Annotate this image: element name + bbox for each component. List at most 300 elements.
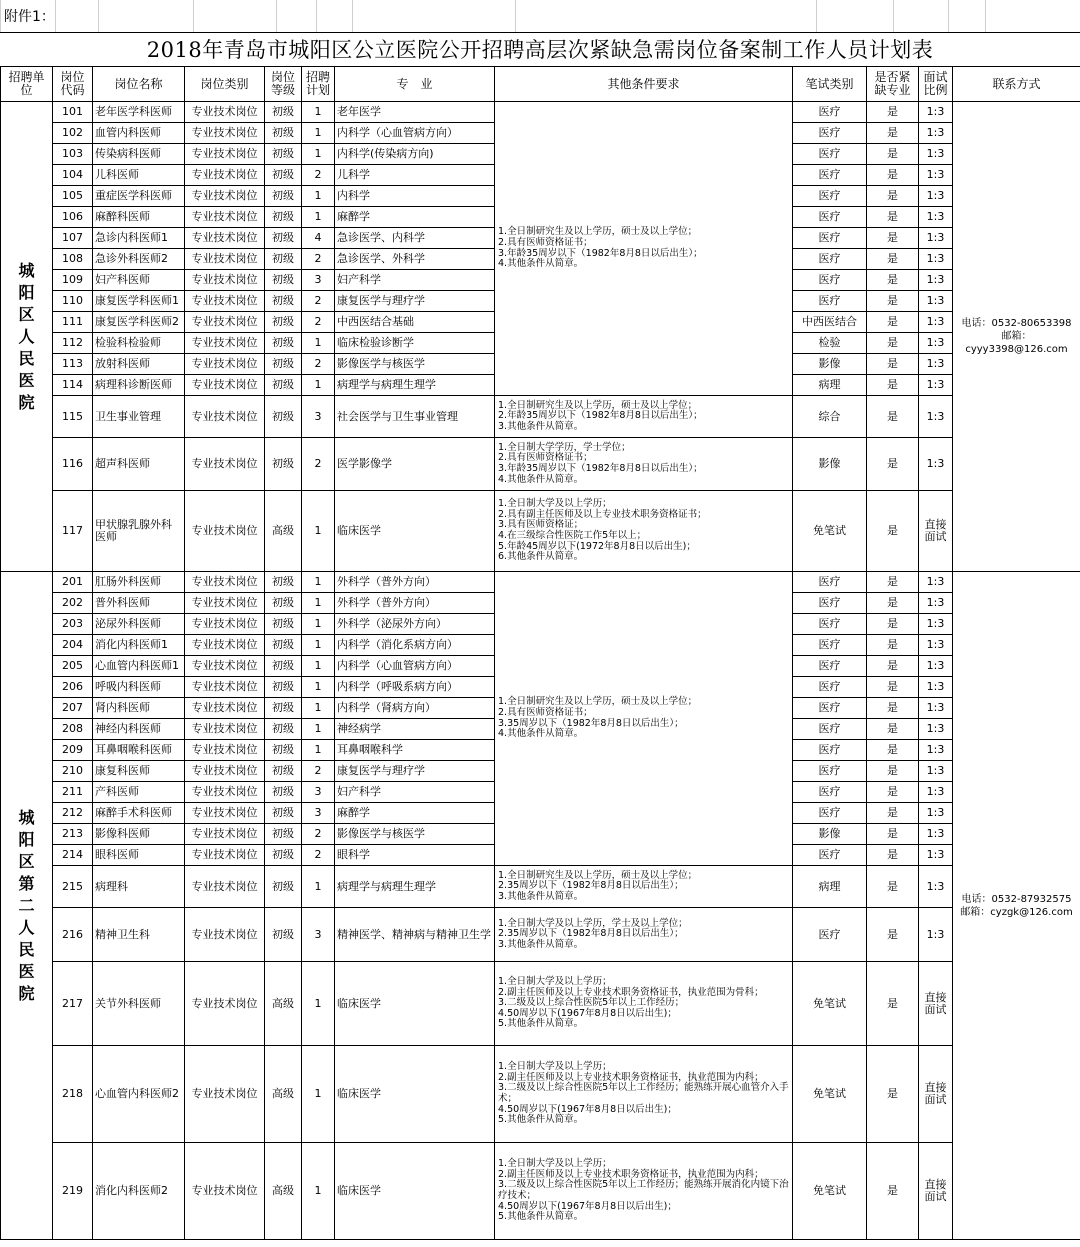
shortage-cell: 是 <box>867 845 919 866</box>
code-cell: 216 <box>53 908 93 962</box>
ratio-cell: 1:3 <box>919 165 953 186</box>
category-cell: 专业技术岗位 <box>185 677 265 698</box>
plan-cell: 1 <box>302 123 335 144</box>
condition-line: 1.全日制研究生及以上学历，硕士及以上学位； <box>498 399 698 411</box>
level-cell: 初级 <box>265 249 302 270</box>
position-name-cell: 产科医师 <box>93 782 185 803</box>
plan-cell: 1 <box>302 186 335 207</box>
exam-type-cell: 医疗 <box>793 908 867 962</box>
code-cell: 215 <box>53 866 93 908</box>
plan-cell: 1 <box>302 102 335 123</box>
level-cell: 高级 <box>265 1143 302 1240</box>
ratio-cell: 1:3 <box>919 572 953 593</box>
shortage-cell: 是 <box>867 761 919 782</box>
code-cell: 114 <box>53 375 93 396</box>
plan-cell: 3 <box>302 782 335 803</box>
level-cell: 初级 <box>265 333 302 354</box>
level-cell: 初级 <box>265 396 302 438</box>
major-cell: 康复医学与理疗学 <box>335 291 495 312</box>
major-cell: 医学影像学 <box>335 438 495 491</box>
plan-cell: 1 <box>302 635 335 656</box>
plan-cell: 1 <box>302 656 335 677</box>
ratio-cell: 直接面试 <box>919 962 953 1046</box>
exam-type-cell: 医疗 <box>793 740 867 761</box>
code-cell: 113 <box>53 354 93 375</box>
condition-line: 4.其他条件从简章。 <box>498 728 584 740</box>
condition-line: 1.全日制大学及以上学历； <box>498 1158 612 1170</box>
unit-character: 阳 <box>18 282 35 302</box>
code-cell: 208 <box>53 719 93 740</box>
level-cell: 初级 <box>265 375 302 396</box>
condition-line: 3.具有医师资格证； <box>498 519 584 531</box>
unit-character: 医 <box>18 961 35 981</box>
position-name-cell: 急诊内科医师1 <box>93 228 185 249</box>
category-cell: 专业技术岗位 <box>185 186 265 207</box>
condition-line: 2.副主任医师及以上专业技术职务资格证书，执业范围为内科； <box>498 1071 764 1083</box>
position-name-cell: 病理科 <box>93 866 185 908</box>
exam-type-cell: 医疗 <box>793 656 867 677</box>
ratio-cell: 1:3 <box>919 656 953 677</box>
ratio-cell: 1:3 <box>919 866 953 908</box>
condition-line: 3.35周岁以下（1982年8月8日以后出生）； <box>498 717 684 729</box>
plan-cell: 3 <box>302 396 335 438</box>
plan-cell: 1 <box>302 677 335 698</box>
exam-type-cell: 医疗 <box>793 635 867 656</box>
shortage-cell: 是 <box>867 866 919 908</box>
position-name-cell: 精神卫生科 <box>93 908 185 962</box>
unit-character: 二 <box>18 895 35 915</box>
condition-line: 3.年龄35周岁以下（1982年8月8日以后出生）； <box>498 247 703 259</box>
major-cell: 精神医学、精神病与精神卫生学 <box>335 908 495 962</box>
table-row <box>1 1046 1080 1143</box>
level-cell: 初级 <box>265 354 302 375</box>
table-row <box>1 491 1080 572</box>
position-name-cell: 麻醉手术科医师 <box>93 803 185 824</box>
contact-email: 邮箱：cyzgk@126.com <box>960 906 1073 918</box>
condition-line: 5.其他条件从简章。 <box>498 1211 584 1223</box>
shortage-cell: 是 <box>867 228 919 249</box>
ratio-cell: 1:3 <box>919 614 953 635</box>
shortage-cell: 是 <box>867 803 919 824</box>
exam-type-cell: 医疗 <box>793 207 867 228</box>
condition-line: 2.副主任医师及以上专业技术职务资格证书，执业范围为骨科； <box>498 986 764 998</box>
ratio-cell: 1:3 <box>919 824 953 845</box>
category-cell: 专业技术岗位 <box>185 438 265 491</box>
exam-type-cell: 医疗 <box>793 228 867 249</box>
condition-line: 3.其他条件从简章。 <box>498 938 584 950</box>
shortage-cell: 是 <box>867 249 919 270</box>
exam-type-cell: 医疗 <box>793 249 867 270</box>
plan-cell: 4 <box>302 228 335 249</box>
unit-character: 人 <box>18 917 35 937</box>
code-cell: 111 <box>53 312 93 333</box>
exam-type-cell: 影像 <box>793 354 867 375</box>
major-cell: 内科学(传染病方向) <box>335 144 495 165</box>
position-name-cell: 神经内科医师 <box>93 719 185 740</box>
ratio-cell: 1:3 <box>919 635 953 656</box>
ratio-cell: 1:3 <box>919 698 953 719</box>
position-name-cell: 眼科医师 <box>93 845 185 866</box>
ratio-cell: 1:3 <box>919 186 953 207</box>
attachment-label: 附件1： <box>4 9 55 25</box>
category-cell: 专业技术岗位 <box>185 698 265 719</box>
header-major: 专 业 <box>335 67 495 102</box>
exam-type-cell: 免笔试 <box>793 1143 867 1240</box>
exam-type-cell: 医疗 <box>793 144 867 165</box>
level-cell: 初级 <box>265 740 302 761</box>
ratio-cell: 1:3 <box>919 291 953 312</box>
major-cell: 临床医学 <box>335 962 495 1046</box>
category-cell: 专业技术岗位 <box>185 803 265 824</box>
major-cell: 急诊医学、外科学 <box>335 249 495 270</box>
condition-line: 3.二级及以上综合性医院5年以上工作经历；能熟练开展消化内镜下治疗技术； <box>498 1179 789 1201</box>
ratio-cell: 直接面试 <box>919 1046 953 1143</box>
table-row <box>1 866 1080 908</box>
ratio-cell: 1:3 <box>919 593 953 614</box>
unit-character: 阳 <box>18 829 35 849</box>
conditions-cell <box>495 102 793 396</box>
category-cell: 专业技术岗位 <box>185 491 265 572</box>
plan-cell: 2 <box>302 761 335 782</box>
shortage-cell: 是 <box>867 824 919 845</box>
plan-cell: 2 <box>302 291 335 312</box>
contact-phone: 电话：0532-80653398 <box>961 318 1072 329</box>
major-cell: 影像医学与核医学 <box>335 824 495 845</box>
category-cell: 专业技术岗位 <box>185 375 265 396</box>
major-cell: 病理学与病理生理学 <box>335 866 495 908</box>
category-cell: 专业技术岗位 <box>185 719 265 740</box>
level-cell: 初级 <box>265 698 302 719</box>
level-cell: 初级 <box>265 908 302 962</box>
plan-cell: 1 <box>302 698 335 719</box>
major-cell: 中西医结合基础 <box>335 312 495 333</box>
ratio-cell: 1:3 <box>919 354 953 375</box>
plan-cell: 3 <box>302 803 335 824</box>
position-name-cell: 康复医学科医师1 <box>93 291 185 312</box>
major-cell: 外科学（普外方向） <box>335 593 495 614</box>
position-name-cell: 老年医学科医师 <box>93 102 185 123</box>
plan-cell: 1 <box>302 1046 335 1143</box>
ratio-cell: 1:3 <box>919 438 953 491</box>
category-cell: 专业技术岗位 <box>185 291 265 312</box>
condition-line: 5.其他条件从简章。 <box>498 1114 584 1126</box>
unit-character: 区 <box>18 851 35 871</box>
position-name-cell: 心血管内科医师2 <box>93 1046 185 1143</box>
code-cell: 116 <box>53 438 93 491</box>
shortage-cell: 是 <box>867 698 919 719</box>
shortage-cell: 是 <box>867 656 919 677</box>
shortage-cell: 是 <box>867 1143 919 1240</box>
category-cell: 专业技术岗位 <box>185 102 265 123</box>
category-cell: 专业技术岗位 <box>185 740 265 761</box>
level-cell: 初级 <box>265 228 302 249</box>
code-cell: 117 <box>53 491 93 572</box>
shortage-cell: 是 <box>867 333 919 354</box>
plan-cell: 2 <box>302 312 335 333</box>
unit-character: 城 <box>18 260 35 280</box>
position-name-cell: 病理科诊断医师 <box>93 375 185 396</box>
category-cell: 专业技术岗位 <box>185 228 265 249</box>
level-cell: 初级 <box>265 270 302 291</box>
page-title: 2018年青岛市城阳区公立医院公开招聘高层次紧缺急需岗位备案制工作人员计划表 <box>0 32 1080 67</box>
category-cell: 专业技术岗位 <box>185 962 265 1046</box>
condition-line: 4.其他条件从简章。 <box>498 473 584 485</box>
condition-line: 3.二级及以上综合性医院5年以上工作经历；能熟练开展心血管介入手术； <box>498 1082 789 1104</box>
condition-line: 1.全日制大学及以上学历； <box>498 498 612 510</box>
ratio-cell: 1:3 <box>919 144 953 165</box>
unit-character: 医 <box>18 370 35 390</box>
major-cell: 耳鼻咽喉科学 <box>335 740 495 761</box>
level-cell: 初级 <box>265 207 302 228</box>
level-cell: 初级 <box>265 635 302 656</box>
condition-line: 4.50周岁以下(1967年8月8日以后出生)； <box>498 1103 677 1115</box>
exam-type-cell: 医疗 <box>793 572 867 593</box>
header-exam: 笔试类别 <box>793 67 867 102</box>
conditions-cell <box>495 908 793 962</box>
code-cell: 101 <box>53 102 93 123</box>
condition-line: 5.年龄45周岁以下(1972年8月8日以后出生)； <box>498 540 696 552</box>
contact-cell <box>953 572 1080 1240</box>
major-cell: 外科学（普外方向） <box>335 572 495 593</box>
ratio-cell: 1:3 <box>919 312 953 333</box>
major-cell: 内科学（消化系病方向） <box>335 635 495 656</box>
category-cell: 专业技术岗位 <box>185 635 265 656</box>
level-cell: 高级 <box>265 1046 302 1143</box>
code-cell: 204 <box>53 635 93 656</box>
category-cell: 专业技术岗位 <box>185 123 265 144</box>
condition-line: 4.其他条件从简章。 <box>498 258 584 270</box>
condition-line: 2.具有副主任医师及以上专业技术职务资格证书； <box>498 508 707 520</box>
major-cell: 临床医学 <box>335 491 495 572</box>
code-cell: 213 <box>53 824 93 845</box>
shortage-cell: 是 <box>867 165 919 186</box>
shortage-cell: 是 <box>867 593 919 614</box>
exam-type-cell: 医疗 <box>793 102 867 123</box>
condition-line: 3.其他条件从简章。 <box>498 890 584 902</box>
level-cell: 初级 <box>265 144 302 165</box>
major-cell: 麻醉学 <box>335 207 495 228</box>
code-cell: 205 <box>53 656 93 677</box>
position-name-cell: 妇产科医师 <box>93 270 185 291</box>
position-name-cell: 肛肠外科医师 <box>93 572 185 593</box>
header-contact: 联系方式 <box>953 67 1080 102</box>
category-cell: 专业技术岗位 <box>185 908 265 962</box>
header-name: 岗位名称 <box>93 67 185 102</box>
position-name-cell: 康复医学科医师2 <box>93 312 185 333</box>
position-name-cell: 关节外科医师 <box>93 962 185 1046</box>
condition-line: 2.具有医师资格证书； <box>498 706 593 718</box>
major-cell: 眼科学 <box>335 845 495 866</box>
major-cell: 临床检验诊断学 <box>335 333 495 354</box>
position-name-cell: 康复科医师 <box>93 761 185 782</box>
plan-cell: 1 <box>302 1143 335 1240</box>
unit-character: 区 <box>18 304 35 324</box>
code-cell: 207 <box>53 698 93 719</box>
header-conditions: 其他条件要求 <box>495 67 793 102</box>
position-name-cell: 消化内科医师2 <box>93 1143 185 1240</box>
header-category: 岗位类别 <box>185 67 265 102</box>
exam-type-cell: 医疗 <box>793 593 867 614</box>
level-cell: 初级 <box>265 123 302 144</box>
level-cell: 初级 <box>265 572 302 593</box>
code-cell: 105 <box>53 186 93 207</box>
condition-line: 1.全日制大学及以上学历； <box>498 976 612 988</box>
shortage-cell: 是 <box>867 635 919 656</box>
level-cell: 初级 <box>265 677 302 698</box>
position-name-cell: 耳鼻咽喉科医师 <box>93 740 185 761</box>
exam-type-cell: 医疗 <box>793 123 867 144</box>
plan-cell: 1 <box>302 962 335 1046</box>
plan-cell: 1 <box>302 333 335 354</box>
exam-type-cell: 病理 <box>793 375 867 396</box>
position-name-cell: 普外科医师 <box>93 593 185 614</box>
code-cell: 219 <box>53 1143 93 1240</box>
level-cell: 初级 <box>265 656 302 677</box>
table-row <box>1 396 1080 438</box>
condition-line: 5.其他条件从简章。 <box>498 1018 584 1030</box>
exam-type-cell: 综合 <box>793 396 867 438</box>
major-cell: 康复医学与理疗学 <box>335 761 495 782</box>
condition-line: 2.具有医师资格证书； <box>498 452 593 464</box>
exam-type-cell: 医疗 <box>793 803 867 824</box>
major-cell: 临床医学 <box>335 1046 495 1143</box>
major-cell: 妇产科学 <box>335 782 495 803</box>
position-name-cell: 甲状腺乳腺外科医师 <box>93 491 185 572</box>
category-cell: 专业技术岗位 <box>185 572 265 593</box>
conditions-cell <box>495 572 793 866</box>
exam-type-cell: 医疗 <box>793 719 867 740</box>
condition-line: 4.50周岁以下(1967年8月8日以后出生)； <box>498 1007 677 1019</box>
conditions-cell <box>495 1143 793 1240</box>
condition-line: 1.全日制研究生及以上学历，硕士及以上学位； <box>498 696 698 708</box>
shortage-cell: 是 <box>867 962 919 1046</box>
conditions-cell <box>495 962 793 1046</box>
position-name-cell: 卫生事业管理 <box>93 396 185 438</box>
category-cell: 专业技术岗位 <box>185 396 265 438</box>
conditions-cell <box>495 438 793 491</box>
condition-line: 1.全日制研究生及以上学历，硕士及以上学位； <box>498 869 698 881</box>
shortage-cell: 是 <box>867 438 919 491</box>
exam-type-cell: 医疗 <box>793 845 867 866</box>
position-name-cell: 消化内科医师1 <box>93 635 185 656</box>
position-name-cell: 影像科医师 <box>93 824 185 845</box>
condition-line: 1.全日制大学及以上学历； <box>498 1061 612 1073</box>
code-cell: 206 <box>53 677 93 698</box>
position-name-cell: 血管内科医师 <box>93 123 185 144</box>
exam-type-cell: 中西医结合 <box>793 312 867 333</box>
ratio-cell: 1:3 <box>919 908 953 962</box>
plan-cell: 2 <box>302 354 335 375</box>
code-cell: 108 <box>53 249 93 270</box>
spreadsheet-top-row <box>0 0 1080 32</box>
shortage-cell: 是 <box>867 291 919 312</box>
position-name-cell: 重症医学科医师 <box>93 186 185 207</box>
plan-cell: 1 <box>302 207 335 228</box>
level-cell: 初级 <box>265 782 302 803</box>
exam-type-cell: 医疗 <box>793 291 867 312</box>
contact-email: 邮箱：cyyy3398@126.com <box>965 331 1068 355</box>
shortage-cell: 是 <box>867 123 919 144</box>
plan-cell: 1 <box>302 144 335 165</box>
code-cell: 201 <box>53 572 93 593</box>
category-cell: 专业技术岗位 <box>185 165 265 186</box>
level-cell: 初级 <box>265 761 302 782</box>
category-cell: 专业技术岗位 <box>185 207 265 228</box>
condition-line: 3.年龄35周岁以下（1982年8月8日以后出生）； <box>498 463 703 474</box>
ratio-cell: 1:3 <box>919 845 953 866</box>
table-header-row <box>1 67 1080 102</box>
condition-line: 1.全日制大学及以上学历，学士及以上学位； <box>498 917 688 929</box>
major-cell: 病理学与病理生理学 <box>335 375 495 396</box>
level-cell: 初级 <box>265 165 302 186</box>
code-cell: 203 <box>53 614 93 635</box>
code-cell: 103 <box>53 144 93 165</box>
conditions-cell <box>495 396 793 438</box>
condition-line: 6.其他条件从简章。 <box>498 551 584 563</box>
plan-cell: 1 <box>302 740 335 761</box>
ratio-cell: 1:3 <box>919 740 953 761</box>
table-row <box>1 438 1080 491</box>
major-cell: 内科学 <box>335 186 495 207</box>
category-cell: 专业技术岗位 <box>185 761 265 782</box>
contact-phone: 电话：0532-87932575 <box>961 893 1072 905</box>
condition-line: 2.35周岁以下（1982年8月8日以后出生）； <box>498 880 684 892</box>
plan-cell: 1 <box>302 375 335 396</box>
ratio-cell: 1:3 <box>919 803 953 824</box>
ratio-cell: 1:3 <box>919 270 953 291</box>
table-row <box>1 1143 1080 1240</box>
shortage-cell: 是 <box>867 102 919 123</box>
code-cell: 107 <box>53 228 93 249</box>
level-cell: 初级 <box>265 438 302 491</box>
position-name-cell: 儿科医师 <box>93 165 185 186</box>
header-level: 岗位等级 <box>265 67 302 102</box>
condition-line: 3.二级及以上综合性医院5年以上工作经历； <box>498 997 685 1009</box>
plan-cell: 3 <box>302 908 335 962</box>
major-cell: 急诊医学、内科学 <box>335 228 495 249</box>
code-cell: 106 <box>53 207 93 228</box>
shortage-cell: 是 <box>867 354 919 375</box>
code-cell: 211 <box>53 782 93 803</box>
plan-cell: 1 <box>302 572 335 593</box>
shortage-cell: 是 <box>867 782 919 803</box>
code-cell: 212 <box>53 803 93 824</box>
major-cell: 内科学（心血管病方向） <box>335 123 495 144</box>
major-cell: 老年医学 <box>335 102 495 123</box>
code-cell: 217 <box>53 962 93 1046</box>
shortage-cell: 是 <box>867 144 919 165</box>
shortage-cell: 是 <box>867 740 919 761</box>
ratio-cell: 1:3 <box>919 123 953 144</box>
code-cell: 218 <box>53 1046 93 1143</box>
ratio-cell: 1:3 <box>919 719 953 740</box>
header-code: 岗位代码 <box>53 67 93 102</box>
code-cell: 209 <box>53 740 93 761</box>
ratio-cell: 1:3 <box>919 782 953 803</box>
ratio-cell: 1:3 <box>919 396 953 438</box>
exam-type-cell: 医疗 <box>793 614 867 635</box>
category-cell: 专业技术岗位 <box>185 1046 265 1143</box>
level-cell: 初级 <box>265 593 302 614</box>
exam-type-cell: 免笔试 <box>793 491 867 572</box>
category-cell: 专业技术岗位 <box>185 249 265 270</box>
shortage-cell: 是 <box>867 312 919 333</box>
code-cell: 202 <box>53 593 93 614</box>
level-cell: 高级 <box>265 491 302 572</box>
code-cell: 109 <box>53 270 93 291</box>
level-cell: 初级 <box>265 824 302 845</box>
exam-type-cell: 医疗 <box>793 677 867 698</box>
